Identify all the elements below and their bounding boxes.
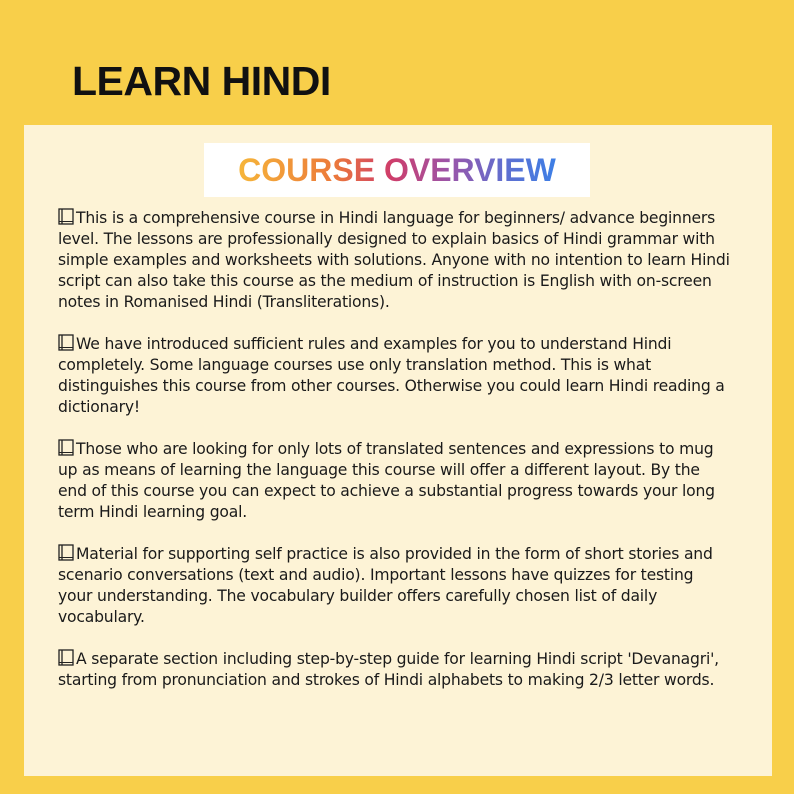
- overview-body: [58, 208, 730, 712]
- paragraph-text: Material for supporting self practice is also provided in the form of short stories and scenario conversations (text and audio). Important lessons have quizzes for testing your understanding. The vocabulary builder offers carefully chosen list of daily vocabulary.: [58, 545, 713, 626]
- paragraph-text: A separate section including step-by-step guide for learning Hindi script 'Devanagri', starting from pronunciation and strokes of Hindi alphabets to making 2/3 letter words.: [58, 650, 719, 689]
- banner-title: COURSE OVERVIEW: [238, 151, 556, 188]
- paragraph-2: [58, 334, 730, 418]
- paragraph-text: Those who are looking for only lots of translated sentences and expressions to mug up as means of learning the language this course will offer a different layout. By the end of this course you can expect to achieve a substantial progress towards your long term Hindi learning goal.: [58, 440, 715, 521]
- paragraph-4: [58, 544, 730, 628]
- paragraph-text: This is a comprehensive course in Hindi language for beginners/ advance beginners level. The lessons are professionally designed to explain basics of Hindi grammar with simple examples and worksheets with solutions. Anyone with no intention to learn Hindi script can also take this course as the medium of instruction is English with on-screen notes in Romanised Hindi (Transliterations).: [58, 209, 730, 311]
- book-icon: [58, 544, 74, 561]
- paragraph-5: [58, 649, 730, 691]
- page-title: LEARN HINDI: [72, 58, 331, 104]
- book-icon: [58, 334, 74, 351]
- book-icon: [58, 439, 74, 456]
- paragraph-3: [58, 439, 730, 523]
- paragraph-text: We have introduced sufficient rules and examples for you to understand Hindi completely. Some language courses use only translation method. This is what distinguishes this course from other courses. Otherwise you could learn Hindi reading a dictionary!: [58, 335, 725, 416]
- course-overview-banner: [204, 143, 590, 197]
- book-icon: [58, 649, 74, 666]
- book-icon: [58, 208, 74, 225]
- paragraph-1: [58, 208, 730, 313]
